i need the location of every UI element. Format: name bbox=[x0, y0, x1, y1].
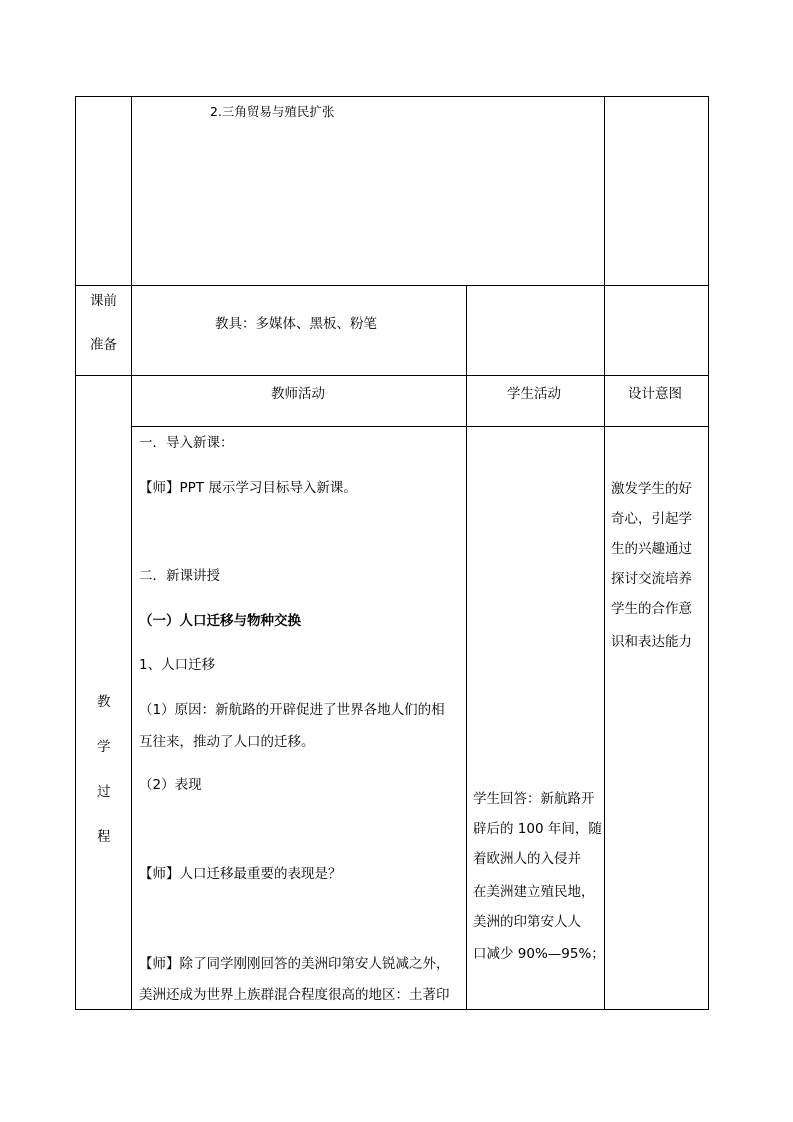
student-line: 学生回答：新航路开 bbox=[473, 791, 595, 807]
student-line: 口减少 90%—95%； bbox=[473, 946, 605, 962]
topic-cell-text: 2.三角贸易与殖民扩张 bbox=[210, 104, 335, 119]
process-label-char: 程 bbox=[97, 829, 111, 845]
design-line: 识和表达能力 bbox=[611, 634, 692, 650]
table-divider-design bbox=[604, 96, 605, 1010]
design-line: 激发学生的好 bbox=[611, 481, 692, 497]
teacher-line-migration: 1、人口迁移 bbox=[139, 657, 216, 673]
student-line: 着欧洲人的入侵并 bbox=[473, 851, 581, 867]
student-line: 辟后的 100 年间，随 bbox=[473, 821, 602, 837]
student-line: 美洲的印第安人人 bbox=[473, 914, 581, 930]
table-divider-student bbox=[466, 285, 467, 1010]
table-row-divider-prep bbox=[75, 285, 709, 286]
table-border-bottom bbox=[75, 1009, 709, 1010]
prep-label-line2: 准备 bbox=[90, 337, 117, 353]
table-border-top bbox=[75, 96, 709, 97]
design-line: 学生的合作意 bbox=[611, 601, 692, 617]
table-border-right bbox=[708, 96, 709, 1010]
student-line: 在美洲建立殖民地， bbox=[473, 884, 595, 900]
design-line: 生的兴趣通过 bbox=[611, 541, 692, 557]
teacher-line-manifestation: （2）表现 bbox=[139, 777, 202, 793]
design-line: 探讨交流培养 bbox=[611, 571, 692, 587]
table-header-divider bbox=[131, 426, 709, 427]
process-label-char: 教 bbox=[97, 694, 111, 710]
teacher-line-cause-1: （1）原因：新航路的开辟促进了世界各地人们的相 bbox=[139, 702, 445, 718]
process-label-char: 学 bbox=[97, 739, 111, 755]
table-row-divider-process bbox=[75, 375, 709, 376]
header-teacher-activity: 教师活动 bbox=[271, 386, 325, 402]
teacher-line-detail-2: 美洲还成为世界上族群混合程度很高的地区：土著印 bbox=[139, 987, 450, 1003]
prep-tools-text: 教具：多媒体、黑板、粉笔 bbox=[215, 316, 377, 332]
teacher-line-new-lesson: 二．新课讲授 bbox=[139, 568, 220, 584]
teacher-line-section-heading: （一）人口迁移与物种交换 bbox=[139, 613, 301, 629]
teacher-line-ppt: 【师】PPT 展示学习目标导入新课。 bbox=[139, 480, 357, 496]
table-border-left bbox=[75, 96, 76, 1010]
teacher-line-cause-2: 互往来，推动了人口的迁移。 bbox=[139, 734, 315, 750]
table-divider-label bbox=[131, 96, 132, 1010]
teacher-line-detail-1: 【师】除了同学刚刚回答的美洲印第安人锐减之外， bbox=[139, 956, 450, 972]
prep-label-line1: 课前 bbox=[90, 293, 117, 309]
teacher-line-question: 【师】人口迁移最重要的表现是？ bbox=[139, 866, 342, 882]
teacher-line-intro-heading: 一．导入新课： bbox=[139, 435, 234, 451]
design-line: 奇心，引起学 bbox=[611, 511, 692, 527]
header-student-activity: 学生活动 bbox=[507, 386, 561, 402]
process-label-char: 过 bbox=[97, 784, 111, 800]
header-design-intent: 设计意图 bbox=[628, 386, 682, 402]
